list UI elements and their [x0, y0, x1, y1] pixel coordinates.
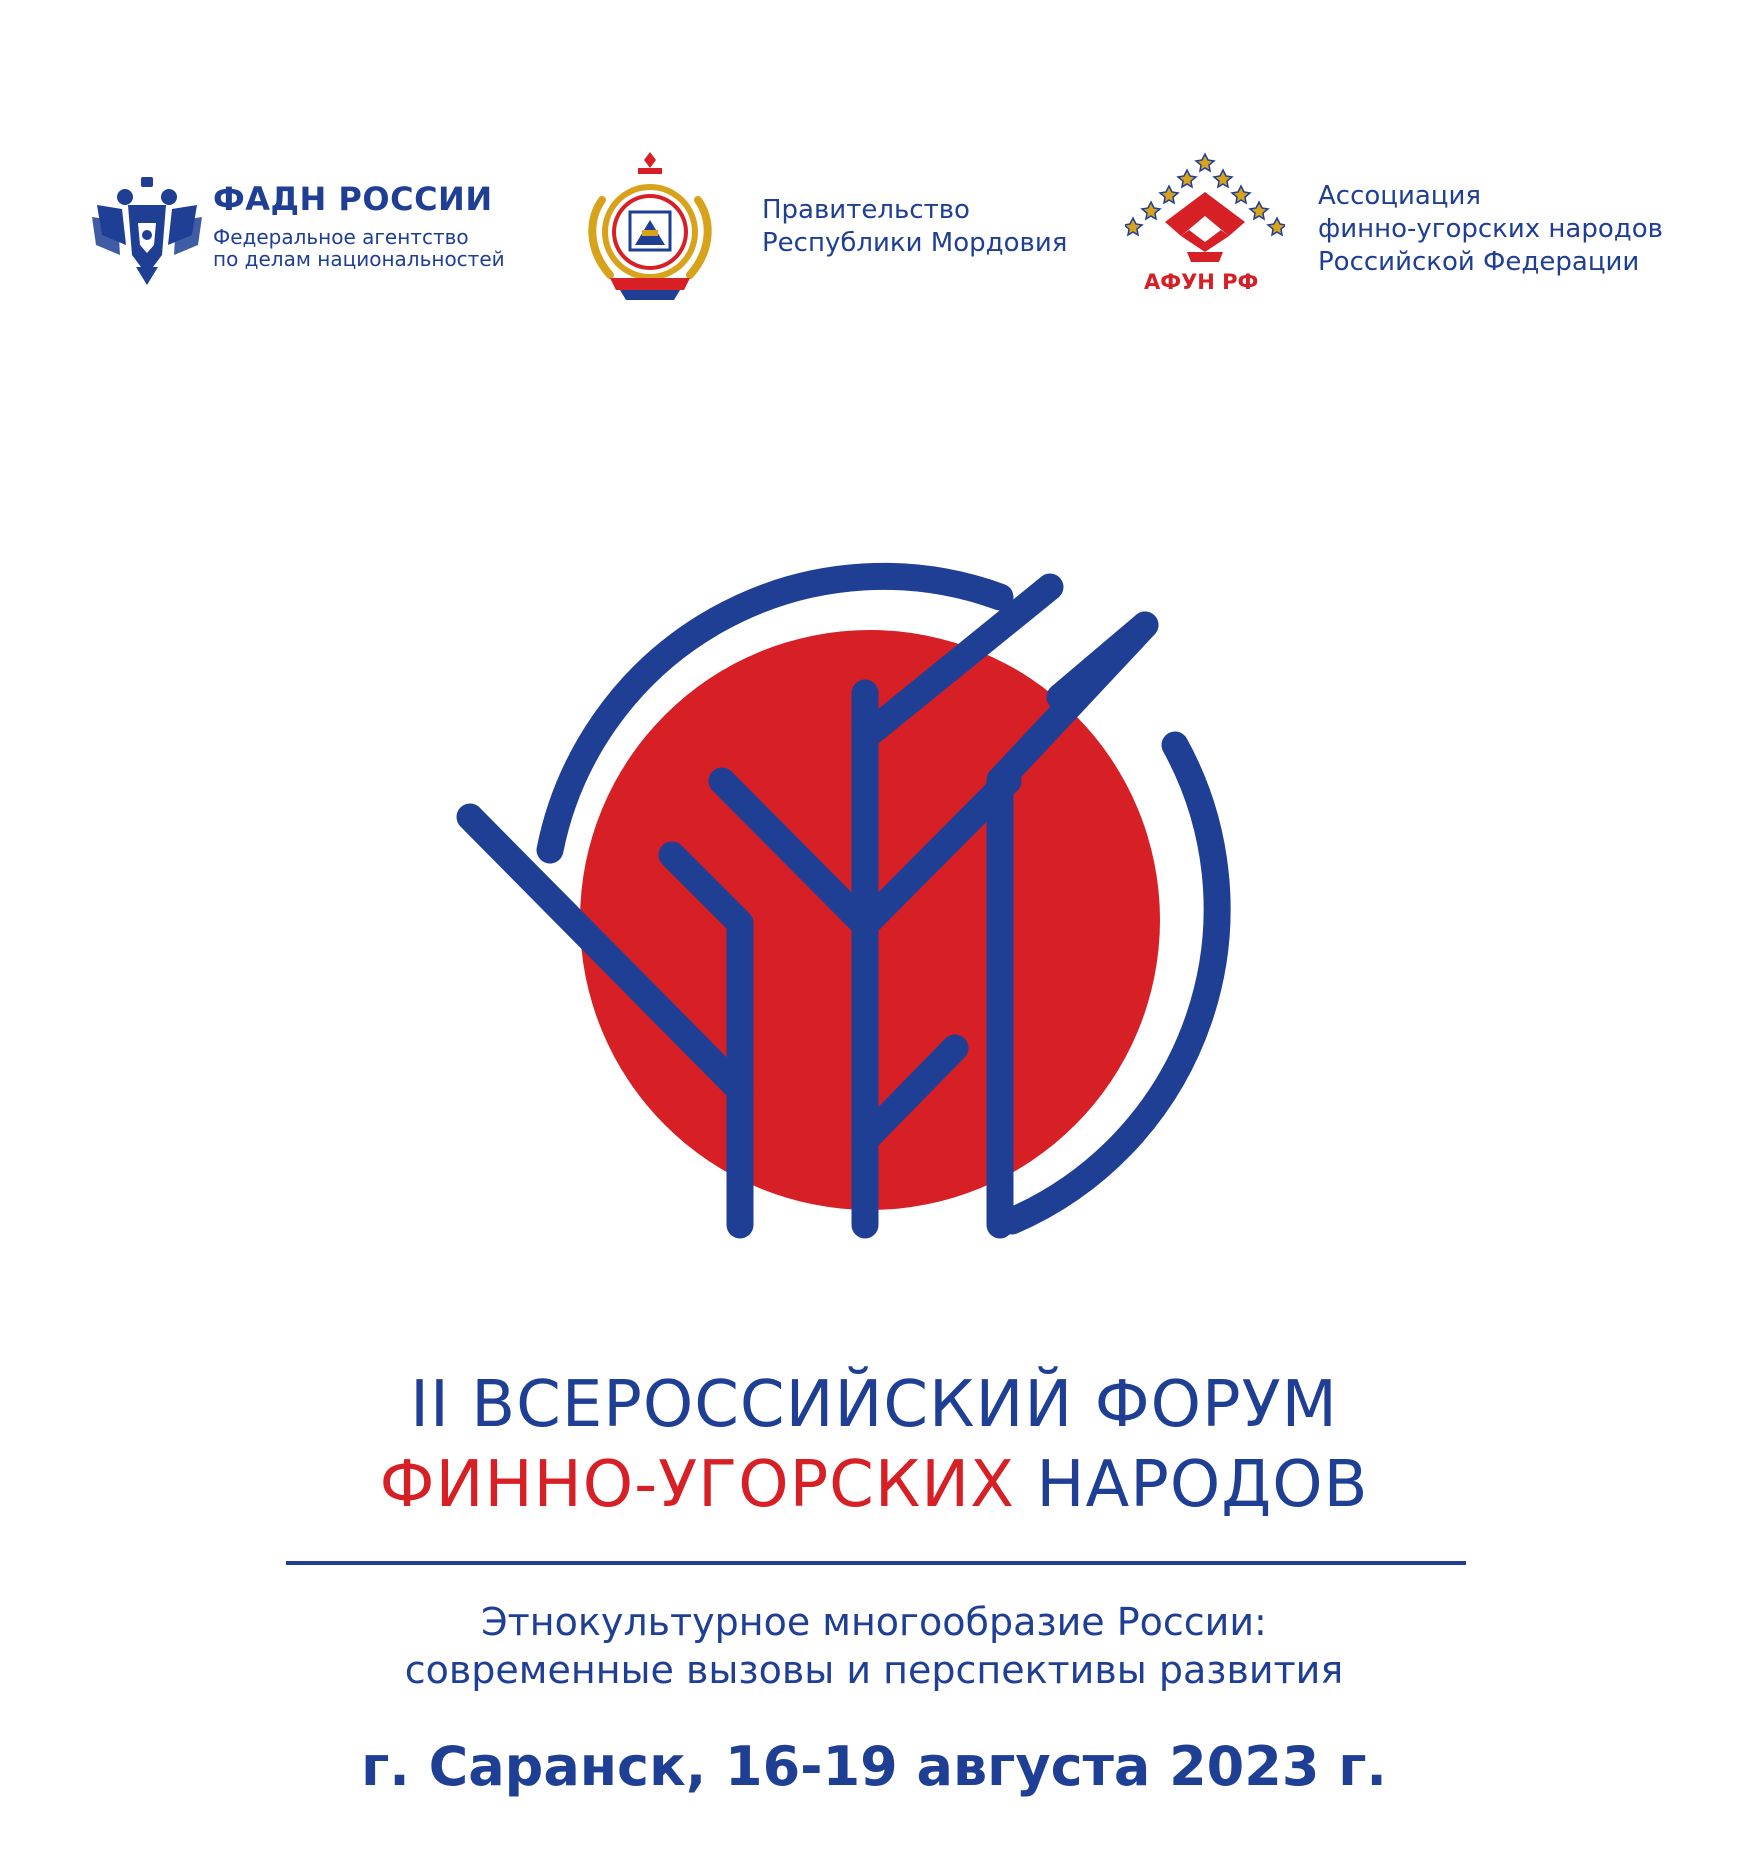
forum-title-red-part: ФИННО-УГОРСКИХ	[379, 1448, 1016, 1522]
fadn-subtitle	[213, 226, 505, 270]
afun-text-line3: Российской Федерации	[1318, 247, 1640, 277]
mordovia-text-line2: Республики Мордовия	[762, 228, 1068, 258]
mordovia-coat-of-arms-icon	[580, 150, 720, 305]
afun-ornament-stars-icon	[1125, 152, 1285, 272]
forum-title-line2	[0, 1450, 1748, 1520]
fadn-subtitle-line1: Федеральное агентство	[213, 225, 469, 249]
title-divider	[286, 1561, 1466, 1565]
afun-text-line1: Ассоциация	[1318, 181, 1482, 211]
forum-subtitle-line2: современные вызовы и перспективы развития	[404, 1648, 1344, 1692]
fadn-subtitle-line2: по делам национальностей	[213, 247, 505, 271]
forum-title-blue-part: НАРОДОВ	[1036, 1448, 1369, 1522]
mordovia-text	[762, 194, 1067, 260]
forum-title-line1: II ВСЕРОССИЙСКИЙ ФОРУМ	[410, 1368, 1338, 1442]
afun-text-line2: финно-угорских народов	[1318, 214, 1663, 244]
double-headed-eagle-icon	[92, 175, 202, 285]
forum-subtitle-line1: Этнокультурное многообразие России:	[481, 1600, 1267, 1644]
afun-text	[1318, 180, 1663, 279]
mordovia-text-line1: Правительство	[762, 195, 970, 225]
afun-caption: АФУН РФ	[1144, 270, 1259, 294]
forum-place-date: г. Саранск, 16-19 августа 2023 г.	[361, 1735, 1387, 1798]
forum-tree-emblem	[440, 545, 1260, 1265]
fadn-name: ФАДН РОССИИ	[213, 180, 493, 218]
